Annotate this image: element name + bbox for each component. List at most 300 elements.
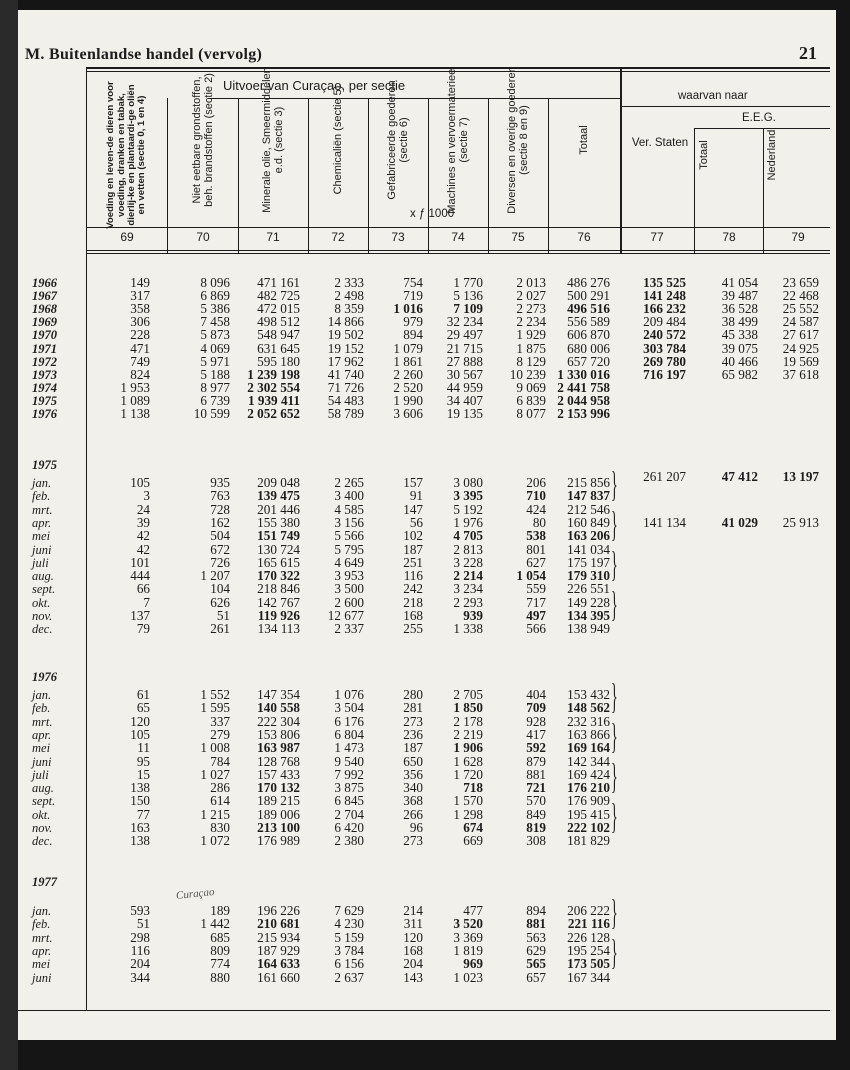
annual-row-1971-col-79: 24 925	[782, 340, 819, 356]
annual-row-1968-col-79: 25 552	[782, 301, 819, 317]
row-1977-2-col-76: 226 128	[567, 929, 610, 945]
row-1975-7-col-70: 1 207	[200, 568, 230, 584]
annual-row-1968-col-78: 36 528	[721, 301, 758, 317]
handwritten-note: Curaçao	[175, 886, 216, 902]
annual-row-1969-col-76: 556 589	[567, 314, 610, 330]
row-1977-1-col-76: 221 116	[567, 916, 610, 932]
row-1977-2-col-74: 3 369	[453, 929, 483, 945]
row-1975-8-col-74: 3 234	[453, 581, 483, 597]
half-1975-1-col-79: 13 197	[782, 469, 819, 484]
row-1975-6-col-75: 627	[526, 554, 546, 570]
quarter-brace: }	[611, 467, 618, 507]
annual-row-1969-col-74: 32 234	[446, 314, 483, 330]
row-1977-5-col-69: 344	[130, 969, 150, 985]
row-1975-8-col-75: 559	[526, 581, 546, 597]
row-1975-3-col-73: 56	[409, 514, 423, 530]
month-label-1975-5: juni	[32, 542, 52, 557]
annual-row-1967-col-76: 500 291	[567, 288, 610, 304]
annual-row-1967-col-69: 317	[130, 288, 150, 304]
row-1976-9-col-74: 1 298	[453, 806, 483, 822]
colnum-77: 77	[650, 230, 664, 244]
month-label-1975-2: mrt.	[32, 502, 53, 517]
annual-row-1975-col-74: 34 407	[446, 392, 483, 408]
row-1976-9-col-75: 849	[526, 806, 546, 822]
row-1976-5-col-70: 784	[210, 753, 230, 769]
row-1976-2-col-69: 120	[130, 713, 150, 729]
row-1976-11-col-76: 181 829	[567, 833, 610, 849]
colnum-79: 79	[791, 230, 805, 244]
row-1975-6-col-69: 101	[130, 554, 150, 570]
row-1977-5-col-75: 657	[526, 969, 546, 985]
row-1975-0-col-73: 157	[403, 475, 423, 490]
row-1977-0-col-73: 214	[403, 903, 423, 918]
annual-row-1973-col-71: 1 239 198	[247, 366, 300, 382]
row-1976-3-col-76: 163 866	[567, 726, 610, 742]
month-label-1976-7: aug.	[32, 781, 54, 796]
annual-row-1971-col-75: 1 875	[516, 340, 546, 356]
annual-row-1973-col-75: 10 239	[509, 366, 546, 382]
year-label-1970: 1970	[32, 328, 57, 343]
colhead-74: Machines en vervoermaterieel (sectie 7)	[445, 66, 470, 214]
row-1977-1-col-70: 1 442	[200, 916, 230, 932]
annual-row-1971-col-73: 1 079	[393, 340, 423, 356]
year-label-1971: 1971	[32, 341, 57, 356]
annual-row-1966-col-69: 149	[130, 275, 150, 290]
annual-row-1972-col-76: 657 720	[567, 353, 610, 369]
row-1976-0-col-74: 2 705	[453, 687, 483, 702]
row-1976-6-col-75: 881	[526, 766, 546, 782]
colhead-78: Totaal	[697, 140, 710, 170]
year-label-1968: 1968	[32, 302, 57, 317]
row-1975-3-col-76: 160 849	[567, 514, 610, 530]
bottom-rule	[18, 1010, 830, 1011]
month-label-1976-8: sept.	[32, 794, 56, 809]
page-number: 21	[799, 43, 817, 63]
row-1975-10-col-76: 134 395	[567, 608, 610, 623]
row-1976-3-col-75: 417	[526, 726, 546, 742]
row-1976-1-col-73: 281	[403, 700, 423, 716]
row-1976-7-col-75: 721	[526, 780, 546, 796]
row-1977-1-col-69: 51	[136, 916, 150, 932]
row-1975-2-col-69: 24	[136, 501, 150, 517]
annual-row-1974-col-76: 2 441 758	[557, 379, 610, 395]
row-1976-10-col-72: 6 420	[334, 820, 364, 835]
row-1977-2-col-73: 120	[403, 929, 423, 945]
row-1975-6-col-72: 4 649	[334, 554, 364, 570]
row-1975-3-col-74: 1 976	[453, 514, 483, 530]
left-page-edge	[0, 0, 18, 1070]
row-1975-11-col-76: 138 949	[567, 621, 610, 637]
row-1976-4-col-72: 1 473	[334, 740, 364, 756]
row-1976-1-col-72: 3 504	[334, 700, 364, 716]
annual-row-1971-col-69: 471	[130, 340, 150, 356]
annual-row-1976-col-75: 8 077	[516, 406, 546, 421]
row-1976-8-col-75: 570	[526, 793, 546, 809]
colnum-72: 72	[331, 230, 345, 244]
row-1975-4-col-70: 504	[210, 528, 230, 544]
row-1975-3-col-75: 80	[532, 514, 546, 530]
row-1975-0-col-76: 215 856	[567, 475, 610, 490]
row-1976-6-col-71: 157 433	[257, 766, 300, 782]
row-1976-6-col-70: 1 027	[200, 766, 230, 782]
row-1976-10-col-73: 96	[409, 820, 423, 835]
header-bottom-rule	[86, 227, 830, 228]
annual-row-1973-col-79: 37 618	[782, 366, 819, 382]
row-1977-2-col-70: 685	[210, 929, 230, 945]
row-1975-4-col-74: 4 705	[453, 528, 483, 544]
month-label-1977-4: mei	[32, 957, 51, 972]
annual-row-1974-col-75: 9 069	[516, 379, 546, 395]
row-1975-2-col-75: 424	[526, 501, 546, 517]
row-1975-11-col-72: 2 337	[334, 621, 364, 637]
row-1975-11-col-70: 261	[210, 621, 230, 637]
quarter-brace: }	[611, 758, 618, 798]
annual-row-1969-col-75: 2 234	[516, 314, 546, 330]
month-label-1976-5: juni	[32, 754, 52, 769]
row-1975-2-col-72: 4 585	[334, 501, 364, 517]
annual-row-1966-col-77: 135 525	[643, 275, 686, 290]
annual-row-1968-col-71: 472 015	[257, 301, 300, 317]
year-label-1976: 1976	[32, 407, 57, 421]
row-1976-6-col-72: 7 992	[334, 766, 364, 782]
annual-row-1968-col-72: 8 359	[334, 301, 364, 317]
row-1977-5-col-72: 2 637	[334, 969, 364, 985]
row-1977-1-col-74: 3 520	[453, 916, 483, 932]
row-1975-0-col-74: 3 080	[453, 475, 483, 490]
row-1977-4-col-72: 6 156	[334, 956, 364, 972]
row-1976-1-col-71: 140 558	[257, 700, 300, 716]
annual-row-1970-col-71: 548 947	[257, 327, 300, 343]
row-1976-7-col-72: 3 875	[334, 780, 364, 796]
row-1976-2-col-74: 2 178	[453, 713, 483, 729]
annual-row-1968-col-69: 358	[130, 301, 150, 317]
row-1976-8-col-72: 6 845	[334, 793, 364, 809]
row-1976-11-col-71: 176 989	[257, 833, 300, 849]
row-1975-9-col-71: 142 767	[257, 594, 300, 610]
month-label-1976-9: okt.	[32, 807, 51, 822]
annual-row-1975-col-71: 1 939 411	[247, 392, 300, 408]
row-1975-6-col-70: 726	[210, 554, 230, 570]
row-1976-7-col-71: 170 132	[257, 780, 300, 796]
row-1975-3-col-70: 162	[210, 514, 230, 530]
row-1975-6-col-71: 165 615	[257, 554, 300, 570]
row-1977-2-col-71: 215 934	[257, 929, 300, 945]
row-1975-10-col-69: 137	[130, 608, 150, 623]
row-1976-3-col-69: 105	[130, 726, 150, 742]
row-1976-4-col-75: 592	[526, 740, 546, 756]
month-label-1975-0: jan.	[32, 476, 52, 490]
row-1976-2-col-75: 928	[526, 713, 546, 729]
annual-row-1967-col-77: 141 248	[643, 288, 686, 304]
header-unit: x ƒ 1000	[410, 208, 455, 220]
row-1977-4-col-74: 969	[463, 956, 483, 972]
annual-row-1971-col-72: 19 152	[327, 340, 364, 356]
row-1975-9-col-73: 218	[403, 594, 423, 610]
colnum-76: 76	[577, 230, 591, 244]
row-1975-9-col-72: 2 600	[334, 594, 364, 610]
half-1975-1-col-77: 261 207	[643, 469, 686, 484]
annual-row-1972-col-79: 19 569	[782, 353, 819, 369]
row-1977-3-col-72: 3 784	[334, 942, 364, 958]
annual-row-1971-col-77: 303 784	[643, 340, 686, 356]
row-1975-11-col-73: 255	[403, 621, 423, 637]
annual-row-1972-col-78: 40 466	[721, 353, 758, 369]
colnum-bottom-rule-2	[86, 253, 830, 254]
row-1977-5-col-74: 1 023	[453, 969, 483, 985]
row-1975-2-col-71: 201 446	[257, 501, 300, 517]
row-1975-7-col-74: 2 214	[453, 568, 483, 584]
annual-row-1967-col-79: 22 468	[782, 288, 819, 304]
row-1975-10-col-70: 51	[216, 608, 230, 623]
row-1975-10-col-75: 497	[526, 608, 546, 623]
row-1976-1-col-69: 65	[136, 700, 150, 716]
row-1976-7-col-76: 176 210	[567, 780, 610, 796]
annual-row-1972-col-71: 595 180	[257, 353, 300, 369]
row-1975-0-col-71: 209 048	[257, 475, 300, 490]
row-1976-11-col-69: 138	[130, 833, 150, 849]
row-1976-0-col-70: 1 552	[200, 687, 230, 702]
month-label-1975-9: okt.	[32, 595, 51, 610]
row-1976-11-col-74: 669	[463, 833, 483, 849]
annual-row-1968-col-75: 2 273	[516, 301, 546, 317]
row-1975-4-col-71: 151 749	[257, 528, 300, 544]
annual-row-1966-col-74: 1 770	[453, 275, 483, 290]
row-1976-5-col-71: 128 768	[257, 753, 300, 769]
row-1976-6-col-73: 356	[403, 766, 423, 782]
row-1976-10-col-69: 163	[130, 820, 150, 835]
annual-row-1975-col-75: 6 839	[516, 392, 546, 408]
annual-row-1976-col-76: 2 153 996	[557, 406, 610, 421]
annual-row-1973-col-76: 1 330 016	[557, 366, 610, 382]
annual-row-1969-col-79: 24 587	[782, 314, 819, 330]
annual-row-1973-col-72: 41 740	[327, 366, 364, 382]
annual-row-1968-col-76: 496 516	[567, 301, 610, 317]
annual-row-1967-col-71: 482 725	[257, 288, 300, 304]
month-label-1977-3: apr.	[32, 943, 52, 958]
annual-row-1975-col-76: 2 044 958	[557, 392, 610, 408]
quarter-brace: }	[611, 798, 618, 838]
quarter-brace: }	[611, 895, 618, 935]
row-1977-5-col-73: 143	[403, 969, 423, 985]
row-1977-0-col-71: 196 226	[257, 903, 300, 918]
annual-row-1970-col-76: 606 870	[567, 327, 610, 343]
row-1975-7-col-71: 170 322	[257, 568, 300, 584]
annual-row-1976-col-72: 58 789	[327, 406, 364, 421]
row-1976-11-col-70: 1 072	[200, 833, 230, 849]
row-1975-1-col-72: 3 400	[334, 488, 364, 504]
row-1975-8-col-71: 218 846	[257, 581, 300, 597]
row-1975-7-col-76: 179 310	[567, 568, 610, 584]
trade-table	[18, 10, 836, 1040]
annual-row-1976-col-74: 19 135	[446, 406, 483, 421]
annual-row-1971-col-76: 680 006	[567, 340, 610, 356]
row-1976-2-col-72: 6 176	[334, 713, 364, 729]
annual-row-1974-col-69: 1 953	[120, 379, 150, 395]
month-label-1977-0: jan.	[32, 904, 52, 918]
annual-row-1970-col-69: 228	[130, 327, 150, 343]
annual-row-1970-col-70: 5 873	[200, 327, 230, 343]
row-1976-9-col-73: 266	[403, 806, 423, 822]
colhead-69: Voeding en leven-de dieren voor voeding, dranken en tabak, dierlij-ke en plantaardi-ge oliën en vetten (sectie 0, 1 en 4)	[105, 81, 148, 229]
row-1975-1-col-76: 147 837	[567, 488, 610, 504]
row-1976-1-col-75: 709	[526, 700, 546, 716]
row-1976-5-col-72: 9 540	[334, 753, 364, 769]
annual-row-1974-col-70: 8 977	[200, 379, 230, 395]
row-1977-2-col-72: 5 159	[334, 929, 364, 945]
row-1976-6-col-69: 15	[136, 766, 150, 782]
annual-row-1967-col-78: 39 487	[721, 288, 758, 304]
quarter-brace: }	[611, 586, 618, 626]
row-1975-4-col-76: 163 206	[567, 528, 610, 544]
annual-row-1970-col-74: 29 497	[446, 327, 483, 343]
colnum-73: 73	[391, 230, 405, 244]
row-1975-2-col-76: 212 546	[567, 501, 610, 517]
colhead-76: Totaal	[577, 125, 590, 155]
row-1977-3-col-71: 187 929	[257, 942, 300, 958]
row-1975-5-col-74: 2 813	[453, 541, 483, 557]
row-1975-5-col-72: 5 795	[334, 541, 364, 557]
row-1975-8-col-69: 66	[136, 581, 150, 597]
row-1975-11-col-71: 134 113	[257, 621, 300, 637]
row-1976-5-col-73: 650	[403, 753, 423, 769]
row-1977-5-col-76: 167 344	[567, 969, 610, 985]
row-1975-2-col-70: 728	[210, 501, 230, 517]
annual-row-1973-col-73: 2 260	[393, 366, 423, 382]
month-label-1977-1: feb.	[32, 917, 51, 932]
row-1977-2-col-75: 563	[526, 929, 546, 945]
row-1976-3-col-70: 279	[210, 726, 230, 742]
row-1977-3-col-73: 168	[403, 942, 423, 958]
annual-row-1974-col-73: 2 520	[393, 379, 423, 395]
annual-row-1976-col-69: 1 138	[120, 406, 150, 421]
row-1976-5-col-75: 879	[526, 753, 546, 769]
row-1975-6-col-74: 3 228	[453, 554, 483, 570]
row-1977-1-col-71: 210 681	[257, 916, 300, 932]
document-page	[18, 10, 836, 1040]
month-label-1975-10: nov.	[32, 609, 53, 623]
annual-row-1970-col-72: 19 502	[327, 327, 364, 343]
month-label-1975-3: apr.	[32, 515, 52, 530]
colhead-79: Nederland	[765, 129, 778, 181]
header-waarvan: waarvan naar	[678, 90, 748, 102]
annual-row-1974-col-74: 44 959	[446, 379, 483, 395]
annual-row-1969-col-69: 306	[130, 314, 150, 330]
annual-row-1968-col-74: 7 109	[453, 301, 483, 317]
annual-row-1976-col-70: 10 599	[193, 406, 230, 421]
row-1976-11-col-73: 273	[403, 833, 423, 849]
row-1975-11-col-74: 1 338	[453, 621, 483, 637]
year-label-1977: 1977	[32, 875, 57, 889]
row-1975-8-col-76: 226 551	[567, 581, 610, 597]
row-1977-4-col-71: 164 633	[257, 956, 300, 972]
section-title: M. Buitenlandse handel (vervolg)	[25, 46, 263, 63]
row-1975-9-col-70: 626	[210, 594, 230, 610]
row-1976-8-col-73: 368	[403, 793, 423, 809]
annual-row-1967-col-75: 2 027	[516, 288, 546, 304]
row-1975-1-col-69: 3	[143, 488, 150, 504]
row-1976-7-col-70: 286	[210, 780, 230, 796]
annual-row-1966-col-72: 2 333	[334, 275, 364, 290]
row-1975-0-col-69: 105	[130, 475, 150, 490]
row-1975-1-col-70: 763	[210, 488, 230, 504]
month-label-1975-11: dec.	[32, 622, 53, 637]
row-1976-9-col-70: 1 215	[200, 806, 230, 822]
row-1976-5-col-76: 142 344	[567, 753, 610, 769]
row-1977-0-col-74: 477	[463, 903, 483, 918]
annual-row-1970-col-73: 894	[403, 327, 423, 343]
annual-row-1966-col-75: 2 013	[516, 275, 546, 290]
row-1977-1-col-73: 311	[403, 916, 423, 932]
row-1975-7-col-72: 3 953	[334, 568, 364, 584]
row-1976-2-col-70: 337	[210, 713, 230, 729]
row-1977-4-col-70: 774	[210, 956, 230, 972]
annual-row-1966-col-76: 486 276	[567, 275, 610, 290]
row-1976-0-col-72: 1 076	[334, 687, 364, 702]
col-rule-8	[620, 67, 622, 254]
month-label-1975-7: aug.	[32, 569, 54, 584]
month-label-1975-1: feb.	[32, 489, 51, 504]
annual-row-1967-col-72: 2 498	[334, 288, 364, 304]
row-1976-0-col-73: 280	[403, 687, 423, 702]
row-1976-1-col-70: 1 595	[200, 700, 230, 716]
half-1975-1-col-78: 47 412	[721, 469, 758, 484]
annual-row-1972-col-74: 27 888	[446, 353, 483, 369]
annual-row-1969-col-71: 498 512	[257, 314, 300, 330]
annual-row-1973-col-70: 5 188	[200, 366, 230, 382]
row-1977-4-col-76: 173 505	[567, 956, 610, 972]
row-1975-4-col-69: 42	[136, 528, 150, 544]
row-1976-4-col-70: 1 008	[200, 740, 230, 756]
month-label-1976-2: mrt.	[32, 714, 53, 729]
annual-row-1968-col-77: 166 232	[643, 301, 686, 317]
row-1975-1-col-71: 139 475	[257, 488, 300, 504]
colnum-70: 70	[196, 230, 210, 244]
row-1977-3-col-76: 195 254	[567, 942, 610, 958]
row-1976-4-col-74: 1 906	[453, 740, 483, 756]
row-1975-5-col-70: 672	[210, 541, 230, 557]
row-1975-8-col-73: 242	[403, 581, 423, 597]
row-1977-0-col-72: 7 629	[334, 903, 364, 918]
row-1977-4-col-73: 204	[403, 956, 423, 972]
row-1976-0-col-71: 147 354	[257, 687, 300, 702]
row-1975-10-col-73: 168	[403, 608, 423, 623]
colhead-70: Niet eetbare grondstoffen, beh. brandstoffen (sectie 2)	[190, 73, 215, 207]
row-1977-5-col-71: 161 660	[257, 969, 300, 985]
row-1977-0-col-75: 894	[526, 903, 546, 918]
month-label-1976-10: nov.	[32, 821, 53, 835]
annual-row-1969-col-78: 38 499	[721, 314, 758, 330]
row-1975-3-col-71: 155 380	[257, 514, 300, 530]
row-1977-4-col-75: 565	[526, 956, 546, 972]
row-1975-6-col-73: 251	[403, 554, 423, 570]
annual-row-1967-col-70: 6 869	[200, 288, 230, 304]
annual-row-1967-col-74: 5 136	[453, 288, 483, 304]
year-label-1975: 1975	[32, 393, 57, 408]
row-1976-3-col-74: 2 219	[453, 726, 483, 742]
annual-row-1972-col-75: 8 129	[516, 353, 546, 369]
row-1976-0-col-75: 404	[526, 687, 546, 702]
row-1976-10-col-75: 819	[526, 820, 546, 835]
annual-row-1975-col-73: 1 990	[393, 392, 423, 408]
annual-row-1971-col-70: 4 069	[200, 340, 230, 356]
row-1976-2-col-71: 222 304	[257, 713, 300, 729]
row-1976-8-col-70: 614	[210, 793, 230, 809]
row-1976-0-col-69: 61	[136, 687, 150, 702]
annual-row-1968-col-70: 5 386	[200, 301, 230, 317]
row-1976-5-col-69: 95	[136, 753, 150, 769]
row-1976-11-col-75: 308	[526, 833, 546, 849]
year-label-1969: 1969	[32, 315, 57, 330]
